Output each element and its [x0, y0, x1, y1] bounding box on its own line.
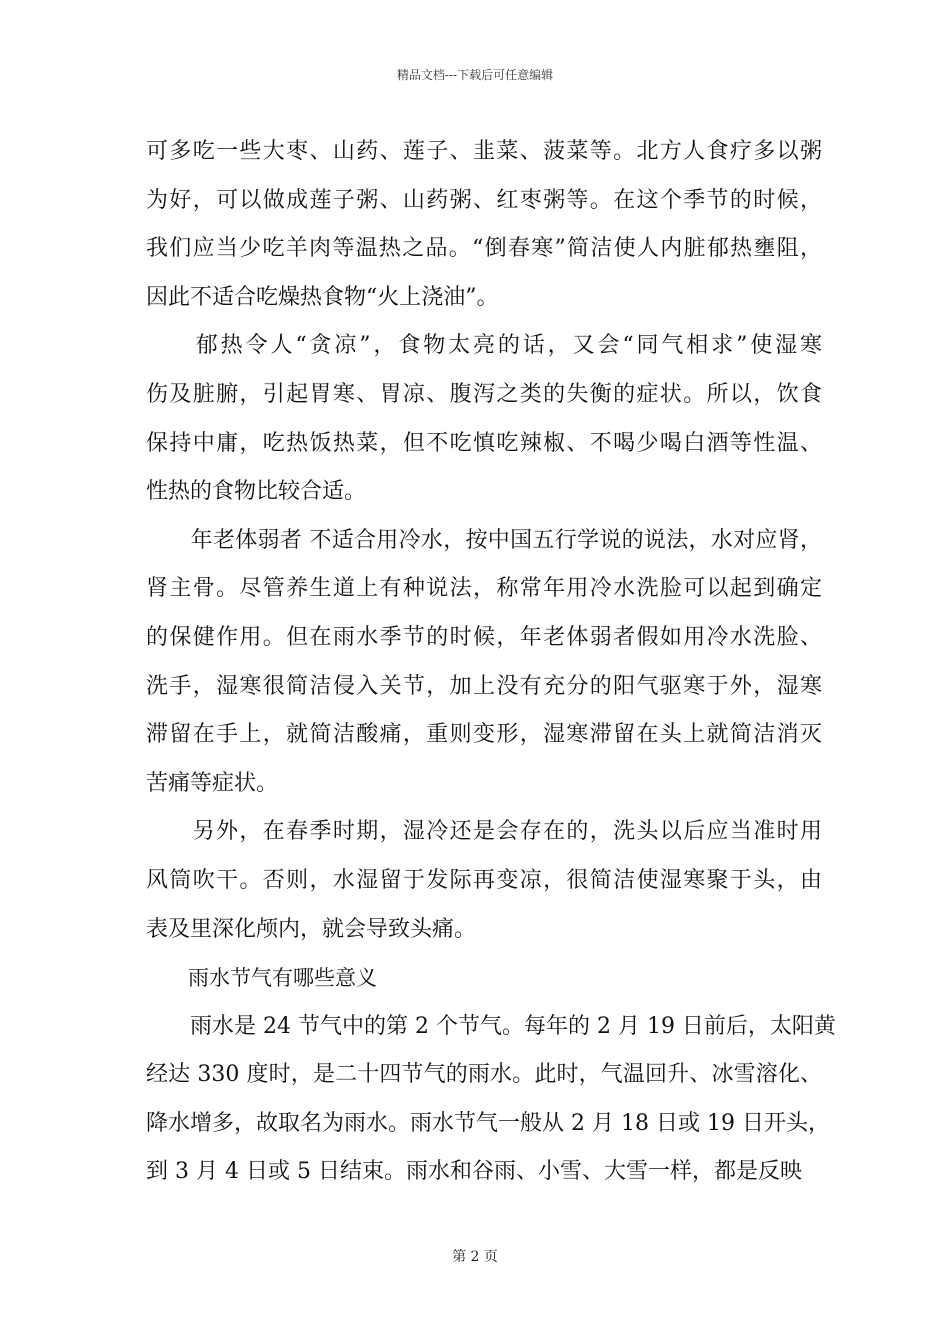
paragraph-line: 肾主骨。尽管养生道上有种说法，称常年用冷水洗脸可以起到确定	[146, 576, 822, 602]
paragraph-line: 的保健作用。但在雨水季节的时候，年老体弱者假如用冷水洗脸、	[146, 624, 822, 650]
paragraph-line: 风筒吹干。否则，水湿留于发际再变凉，很简洁使湿寒聚于头，由	[146, 867, 822, 893]
paragraph-line: 降水增多，故取名为雨水。雨水节气一般从 2 月 18 日或 19 日开头，	[146, 1110, 830, 1136]
paragraph-line: 另外，在春季时期，湿冷还是会存在的，洗头以后应当准时用	[146, 819, 822, 845]
paragraph-line: 可多吃一些大枣、山药、莲子、韭菜、菠菜等。北方人食疗多以粥	[146, 139, 822, 164]
paragraph-line: 郁热令人“贪凉”，食物太亮的话，又会“同气相求”使湿寒	[146, 333, 822, 359]
paragraph-line: 经达 330 度时，是二十四节气的雨水。此时，气温回升、冰雪溶化、	[146, 1062, 822, 1088]
paragraph-line: 伤及脏腑，引起胃寒、胃凉、腹泻之类的失衡的症状。所以，饮食	[146, 381, 822, 407]
paragraph-line: 我们应当少吃羊肉等温热之品。“倒春寒”简洁使人内脏郁热壅阻，	[146, 236, 822, 262]
section-heading: 雨水节气有哪些意义	[146, 966, 377, 991]
paragraph-line: 为好，可以做成莲子粥、山药粥、红枣粥等。在这个季节的时候，	[146, 187, 822, 213]
paragraph-line: 因此不适合吃燥热食物“火上浇油”。	[146, 284, 499, 310]
paragraph-line: 表及里深化颅内，就会导致头痛。	[146, 916, 477, 942]
paragraph-line: 性热的食物比较合适。	[146, 479, 367, 505]
paragraph-line: 到 3 月 4 日或 5 日结束。雨水和谷雨、小雪、大雪一样，都是反映	[146, 1159, 802, 1185]
document-body	[146, 128, 836, 1197]
page-header: 精品文档---下载后可任意编辑	[396, 68, 554, 82]
paragraph-line: 洗手，湿寒很简洁侵入关节，加上没有充分的阳气驱寒于外，湿寒	[146, 673, 822, 699]
paragraph-line: 保持中庸，吃热饭热菜，但不吃慎吃辣椒、不喝少喝白酒等性温、	[146, 430, 822, 456]
paragraph-line: 年老体弱者 不适合用冷水，按中国五行学说的说法，水对应肾，	[146, 527, 822, 553]
paragraph-line: 雨水是 24 节气中的第 2 个节气。每年的 2 月 19 日前后，太阳黄	[146, 1013, 836, 1039]
paragraph-line: 苦痛等症状。	[146, 770, 279, 796]
page-number: 第 2 页	[452, 1249, 498, 1265]
paragraph-line: 滞留在手上，就简洁酸痛，重则变形，湿寒滞留在头上就简洁消灭	[146, 722, 822, 748]
